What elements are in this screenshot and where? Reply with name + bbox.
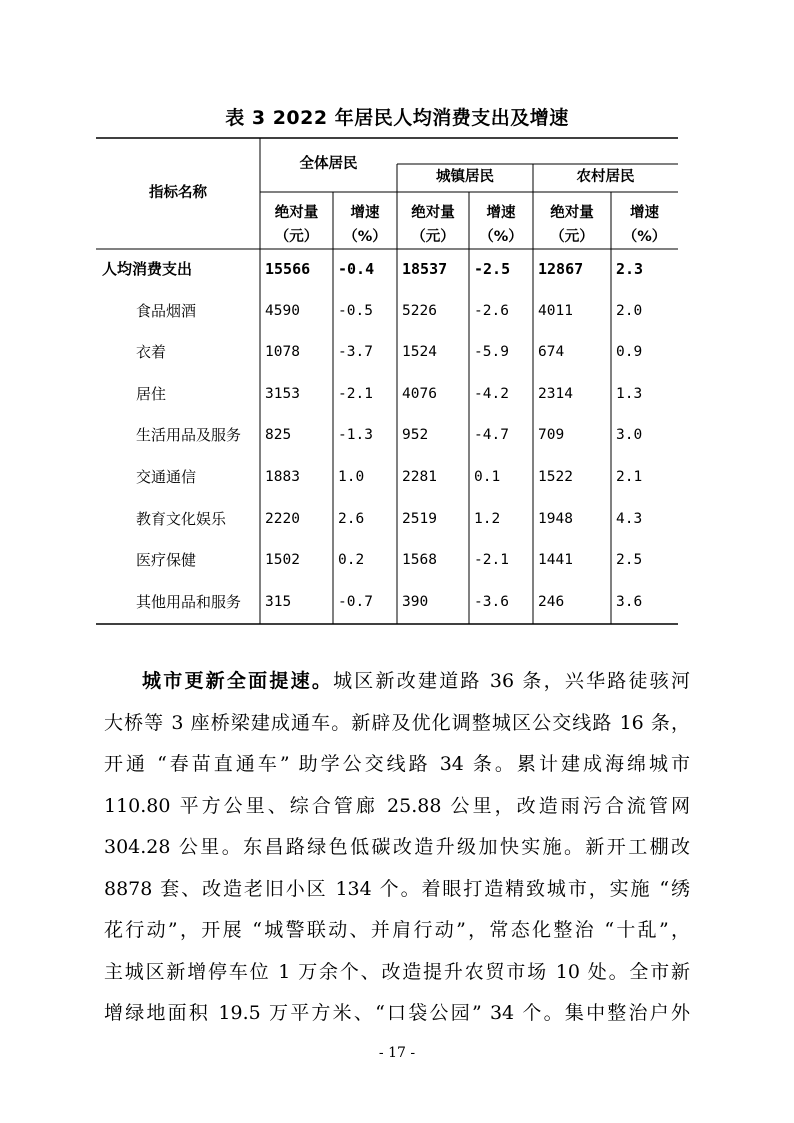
row-label: 衣着 — [136, 343, 167, 362]
growth-label: 增速 — [350, 205, 380, 221]
table-cell: 1948 — [538, 510, 573, 527]
growth-header-rural — [611, 201, 678, 249]
group-header-urban: 城镇居民 — [436, 169, 494, 185]
table-cell: -2.5 — [474, 260, 511, 278]
table-cell: 952 — [402, 427, 429, 444]
table-cell: 5226 — [402, 302, 437, 319]
row-label-total: 人均消费支出 — [102, 260, 193, 278]
table-cell: 18537 — [402, 260, 448, 278]
table-cell: 2281 — [402, 469, 437, 485]
table-cell: -5.9 — [474, 344, 509, 361]
growth-unit: （%） — [622, 229, 667, 245]
table-cell: 3.6 — [616, 593, 643, 610]
table-cell: -0.7 — [338, 593, 373, 610]
paragraph-text: 城区新改建道路 36 条，兴华路徒骇河 — [333, 670, 690, 692]
growth-unit: （%） — [479, 229, 523, 245]
abs-header-urban — [397, 201, 469, 249]
paragraph-line: 8878 套、改造老旧小区 134 个。着眼打造精致城市，实施 “绣 — [104, 877, 690, 900]
abs-label: 绝对量 — [411, 205, 455, 221]
table-cell: -4.7 — [474, 427, 509, 444]
table-cell: 0.2 — [338, 552, 365, 569]
table-title: 表 3 2022 年居民人均消费支出及增速 — [225, 107, 569, 129]
table-cell: -2.1 — [474, 552, 509, 569]
abs-unit: （元） — [550, 229, 594, 245]
table-cell: 3.0 — [616, 427, 643, 444]
table-cell: -2.6 — [474, 302, 509, 319]
row-label: 食品烟酒 — [136, 301, 197, 320]
table-cell: -1.3 — [338, 427, 373, 444]
row-label: 交通通信 — [136, 468, 197, 486]
table-cell: -4.2 — [474, 385, 509, 402]
growth-header-all — [333, 201, 397, 249]
growth-label: 增速 — [630, 205, 659, 221]
paragraph-line: 增绿地面积 19.5 万平方米、“口袋公园” 34 个。集中整治户外 — [104, 1002, 690, 1024]
abs-unit: （元） — [274, 229, 319, 245]
paragraph-line: 主城区新增停车位 1 万余个、改造提升农贸市场 10 处。全市新 — [104, 960, 690, 983]
table-cell: 12867 — [538, 260, 584, 278]
table-cell: 2.1 — [616, 469, 643, 485]
table-cell: -0.5 — [338, 302, 373, 319]
table-cell: 1078 — [265, 344, 300, 361]
group-header-all: 全体居民 — [299, 156, 358, 172]
paragraph-line: 304.28 公里。东昌路绿色低碳改造升级加快实施。新开工棚改 — [104, 836, 690, 858]
row-label: 居住 — [136, 384, 167, 403]
table-cell: 1568 — [402, 552, 437, 569]
table-cell: 2.5 — [616, 552, 643, 569]
paragraph-lead: 城市更新全面提速。 — [142, 670, 334, 692]
table-cell: 2.0 — [616, 302, 643, 319]
table-cell: 15566 — [265, 260, 311, 278]
table-cell: 390 — [402, 593, 429, 610]
row-label: 生活用品及服务 — [136, 426, 242, 445]
paragraph-line: 开通 “春苗直通车” 助学公交线路 34 条。累计建成海绵城市 — [104, 753, 690, 775]
paragraph-line: 花行动”，开展 “城警联动、并肩行动”，常态化整治 “十乱”， — [104, 919, 690, 941]
table-cell: 1883 — [265, 469, 300, 485]
growth-unit: （%） — [343, 229, 387, 245]
table-cell: 2314 — [538, 385, 573, 402]
table-cell: 1.0 — [338, 469, 365, 485]
table-cell: 4590 — [265, 302, 300, 319]
table-cell: -3.6 — [474, 593, 509, 610]
consumption-table — [96, 137, 678, 625]
table-cell: 1524 — [402, 344, 437, 361]
growth-label: 增速 — [486, 205, 516, 221]
table-cell: 1441 — [538, 552, 573, 569]
abs-header-all — [260, 201, 333, 249]
row-label: 医疗保健 — [136, 551, 197, 570]
table-cell: 4.3 — [616, 510, 643, 527]
table-cell: 4076 — [402, 385, 437, 402]
abs-label: 绝对量 — [550, 205, 594, 221]
table-cell: -2.1 — [338, 385, 373, 402]
indicator-header: 指标名称 — [149, 185, 207, 201]
table-cell: -3.7 — [338, 344, 373, 361]
table-cell: 2.3 — [616, 260, 644, 278]
table-cell: 2.6 — [338, 510, 365, 527]
table-cell: 1.3 — [616, 385, 643, 402]
abs-label: 绝对量 — [274, 205, 319, 221]
table-cell: 2220 — [265, 510, 300, 527]
table-cell: 1502 — [265, 552, 300, 569]
paragraph-line — [104, 661, 690, 703]
table-cell: 825 — [265, 427, 292, 444]
table-cell: -0.4 — [338, 260, 375, 278]
body-paragraph — [104, 661, 690, 1035]
paragraph-line: 110.80 平方公里、综合管廊 25.88 公里，改造雨污合流管网 — [104, 794, 690, 817]
growth-header-urban — [469, 201, 533, 249]
table-cell: 0.1 — [474, 469, 501, 485]
page-number: - 17 - — [378, 1045, 416, 1061]
table-cell: 1.2 — [474, 510, 501, 527]
table-cell: 0.9 — [616, 344, 643, 361]
table-cell: 246 — [538, 593, 565, 610]
table-cell: 709 — [538, 427, 565, 444]
table-cell: 315 — [265, 593, 292, 610]
paragraph-line: 大桥等 3 座桥梁建成通车。新辟及优化调整城区公交线路 16 条， — [104, 711, 690, 734]
abs-unit: （元） — [411, 229, 455, 245]
table-cell: 4011 — [538, 302, 573, 319]
row-label: 其他用品和服务 — [136, 592, 242, 611]
abs-header-rural — [533, 201, 611, 249]
group-header-rural: 农村居民 — [576, 169, 635, 185]
table-cell: 2519 — [402, 510, 437, 527]
table-cell: 1522 — [538, 469, 573, 485]
table-cell: 674 — [538, 344, 565, 361]
row-label: 教育文化娱乐 — [136, 509, 227, 528]
table-cell: 3153 — [265, 385, 300, 402]
